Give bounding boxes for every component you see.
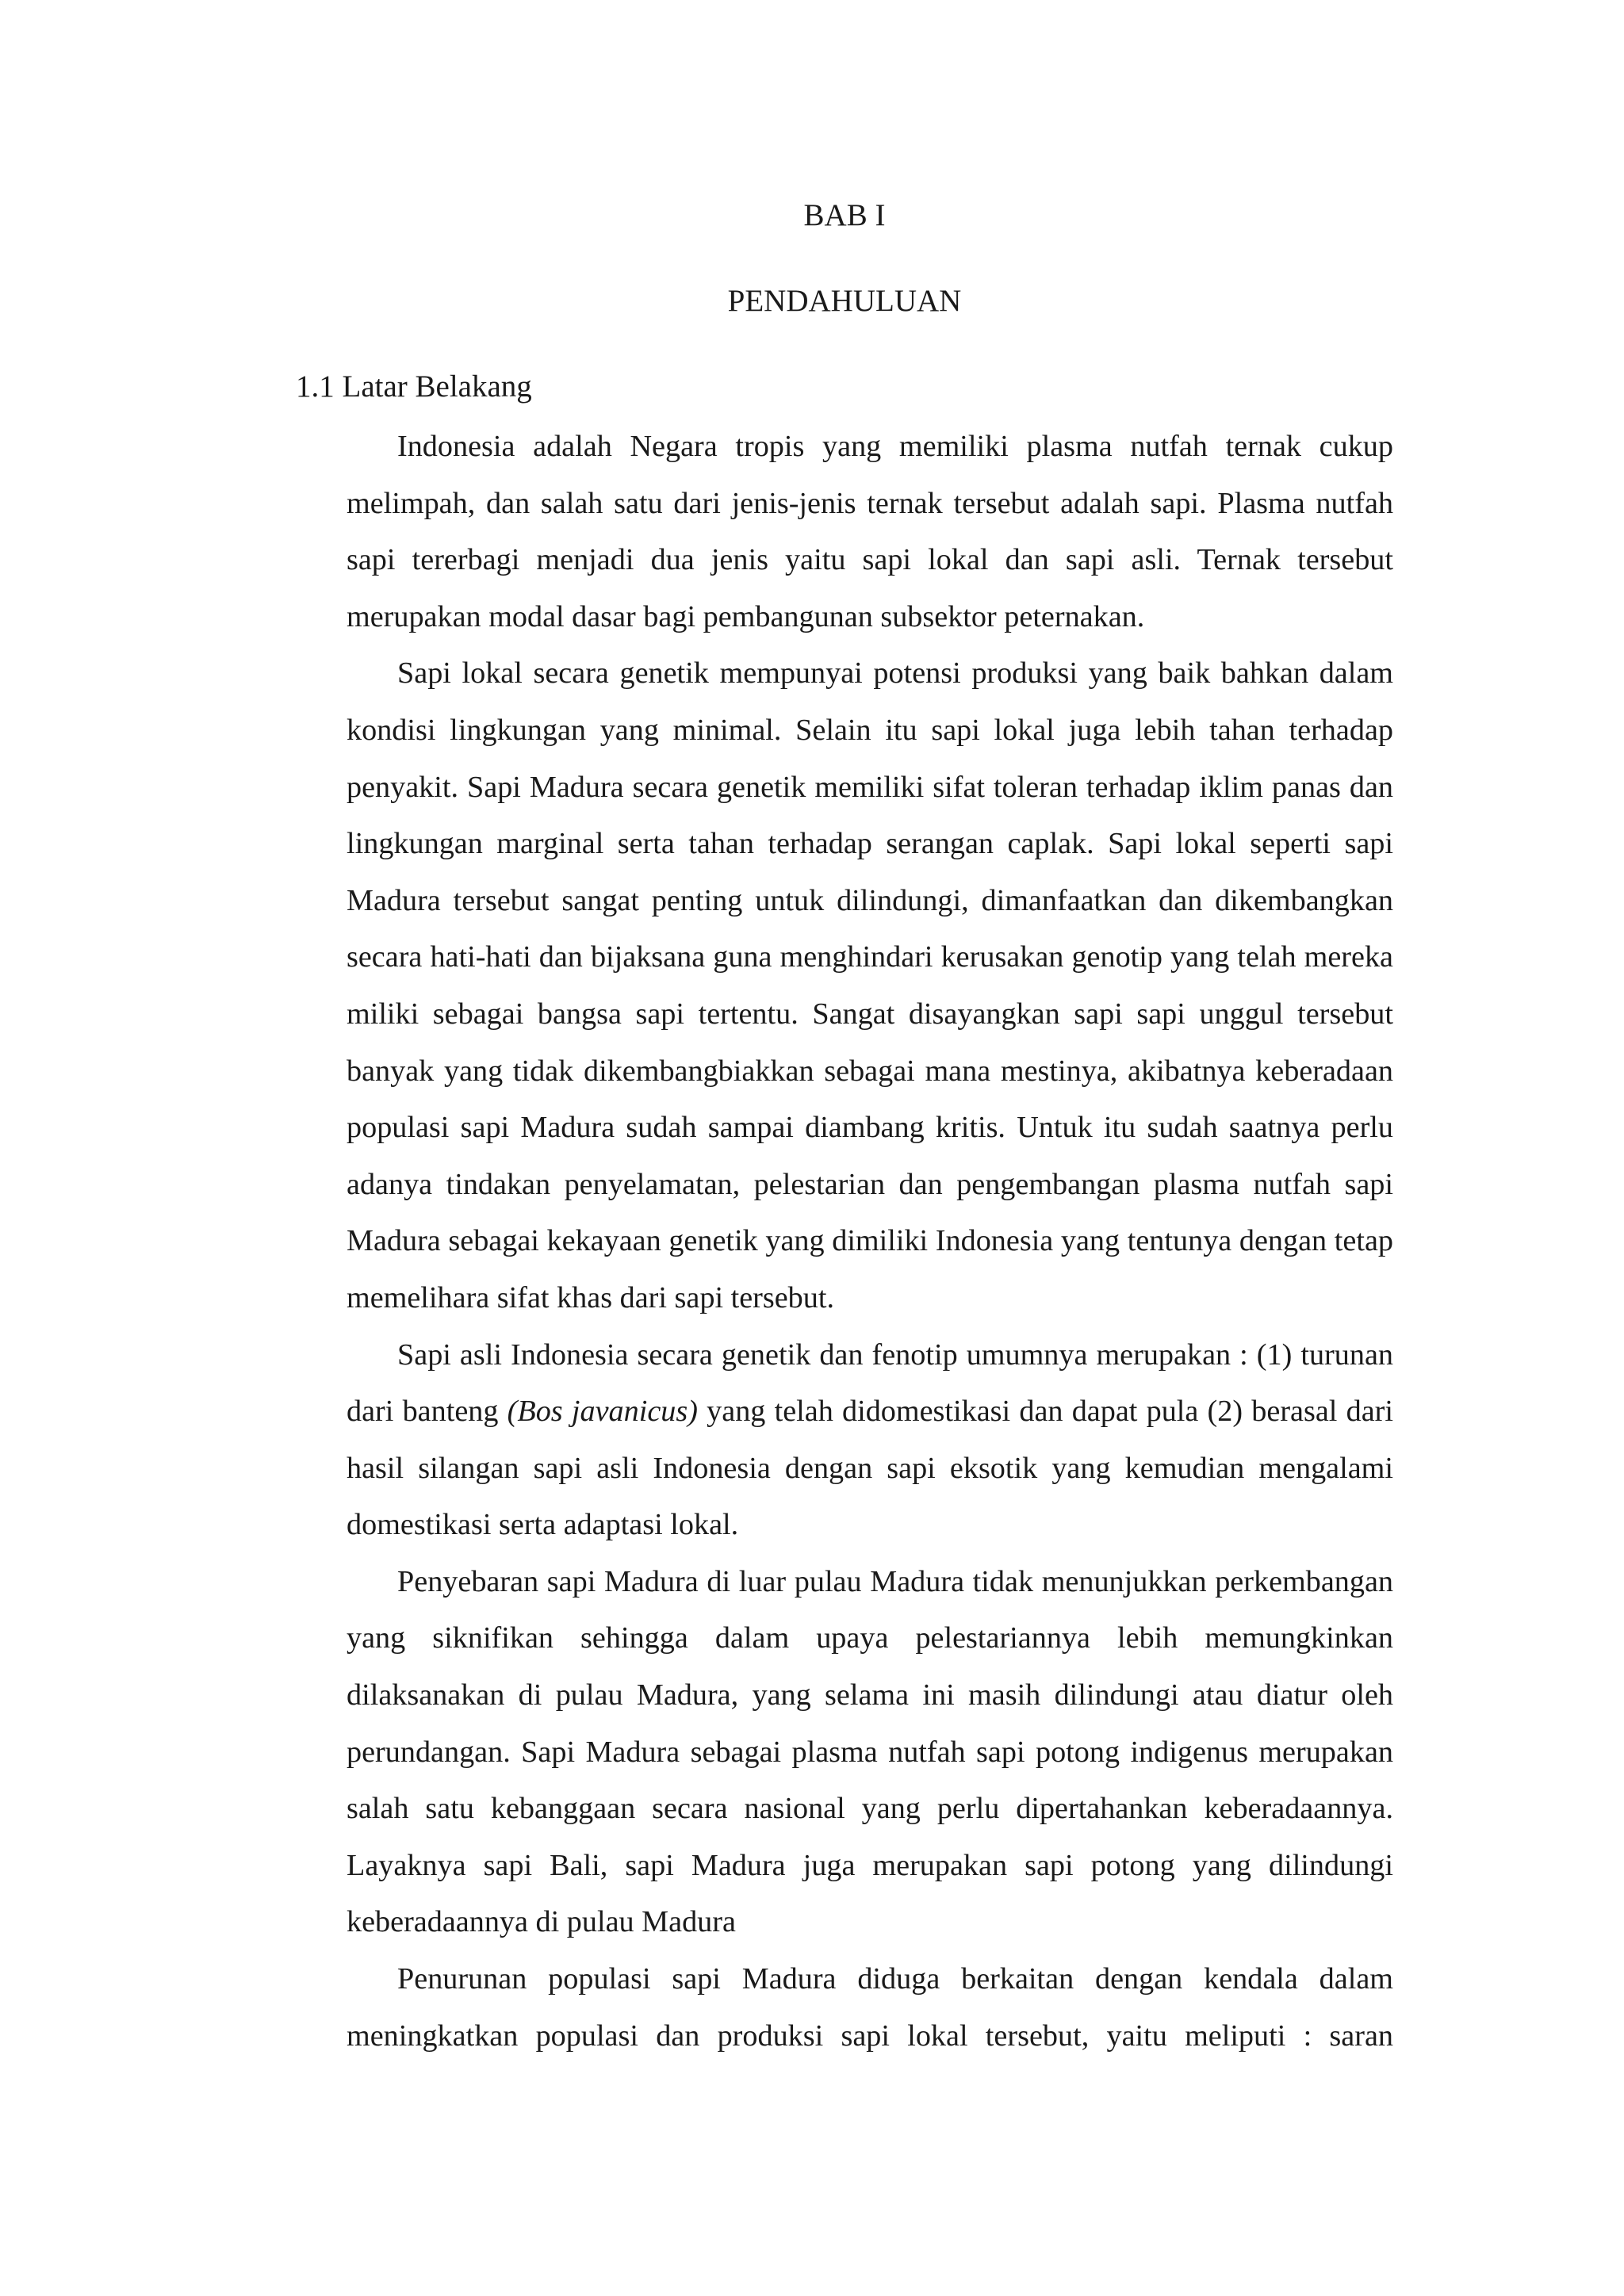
section-heading: 1.1 Latar Belakang	[296, 369, 532, 404]
paragraph: Penyebaran sapi Madura di luar pulau Madura tidak menunjukkan perkembangan yang siknifikan sehingga dalam upaya pelestariannya lebih memungkinkan dilaksanakan di pulau Madura, yang selama ini masih dilindungi atau diatur oleh perundangan. Sapi Madura sebagai plasma nutfah sapi potong indigenus merupakan salah satu kebanggaan secara nasional yang perlu dipertahankan keberadaannya. Layaknya sapi Bali, sapi Madura juga merupakan sapi potong yang dilindungi keberadaannya di pulau Madura	[347, 1564, 1393, 1939]
paragraph: Penurunan populasi sapi Madura diduga berkaitan dengan kendala dalam meningkatkan populasi dan produksi sapi lokal tersebut, yaitu meliputi : saran	[347, 1962, 1393, 2053]
paragraph: Sapi lokal secara genetik mempunyai potensi produksi yang baik bahkan dalam kondisi lingkungan yang minimal. Selain itu sapi lokal juga lebih tahan terhadap penyakit. Sapi Madura secara genetik memiliki sifat toleran terhadap iklim panas dan lingkungan marginal serta tahan terhadap serangan caplak. Sapi lokal seperti sapi Madura tersebut sangat penting untuk dilindungi, dimanfaatkan dan dikembangkan secara hati-hati dan bijaksana guna menghindari kerusakan genotip yang telah mereka miliki sebagai bangsa sapi tertentu. Sangat disayangkan sapi sapi unggul tersebut banyak yang tidak dikembangbiakkan sebagai mana mestinya, akibatnya keberadaan populasi sapi Madura sudah sampai diambang kritis. Untuk itu sudah saatnya perlu adanya tindakan penyelamatan, pelestarian dan pengembangan plasma nutfah sapi Madura sebagai kekayaan genetik yang dimiliki Indonesia yang tentunya dengan tetap memelihara sifat khas dari sapi tersebut.	[347, 656, 1393, 1314]
species-name: (Bos javanicus)	[507, 1395, 698, 1429]
paragraph: Indonesia adalah Negara tropis yang memiliki plasma nutfah ternak cukup melimpah, dan salah satu dari jenis-jenis ternak tersebut adalah sapi. Plasma nutfah sapi tererbagi menjadi dua jenis yaitu sapi lokal dan sapi asli. Ternak tersebut merupakan modal dasar bagi pembangunan subsektor peternakan.	[347, 430, 1393, 633]
paragraph-text: yang telah didomestikasi dan dapat pula (2) berasal dari hasil silangan sapi asli Indonesia dengan sapi eksotik yang kemudian mengalami domestikasi serta adaptasi lokal.	[347, 1395, 1393, 1542]
paragraph	[347, 1327, 1393, 1554]
paragraph-text: Sapi asli Indonesia secara genetik dan fenotip umumnya merupakan : (1) turunan dari banteng	[347, 1337, 1393, 1429]
chapter-title: PENDAHULUAN	[727, 284, 962, 318]
chapter-label: BAB I	[803, 198, 886, 232]
body-text	[347, 419, 1393, 2064]
